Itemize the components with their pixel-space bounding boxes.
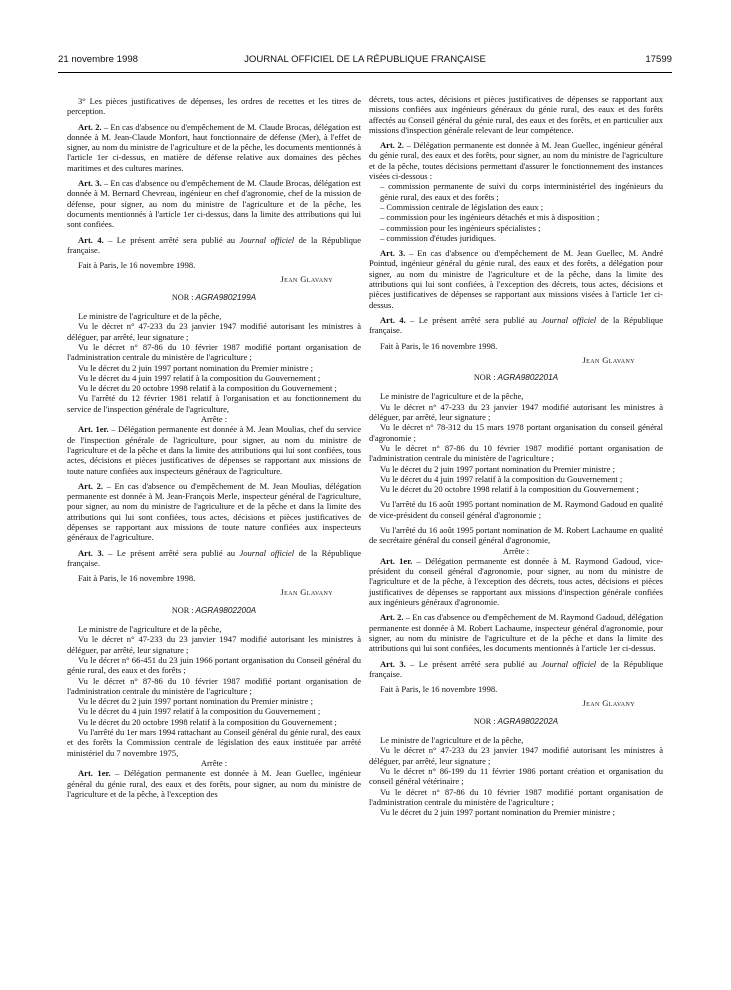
article-paragraph	[67, 424, 361, 475]
article-paragraph	[369, 556, 663, 607]
article-number: Art. 1er.	[78, 424, 109, 435]
article-text: de la République française.	[369, 658, 663, 679]
list-item: – commission permanente de suivi du corps interministériel des ingénieurs du génie rural, des eaux et des forêts ;	[380, 181, 663, 202]
right-column	[369, 94, 663, 817]
visa-line: Vu le décret du 4 juin 1997 relatif à la composition du Gouvernement ;	[78, 372, 321, 383]
visa-line: Vu le décret n° 66-451 du 23 juin 1966 portant organisation du Conseil général du génie rural, des eaux et des forêts ;	[67, 654, 361, 676]
article-number: Art. 3.	[78, 547, 104, 558]
page-number: 17599	[645, 54, 672, 65]
article-paragraph	[67, 481, 361, 543]
article-number: Art. 2.	[380, 140, 404, 151]
nor-prefix: NOR :	[171, 605, 196, 615]
fait-line: Fait à Paris, le 16 novembre 1998.	[78, 573, 196, 584]
nor-code: AGRA9802201A	[497, 373, 559, 383]
article-text: de la République française.	[67, 234, 361, 255]
journal-officiel-ref: Journal officiel	[239, 234, 295, 245]
nor-prefix: NOR :	[473, 373, 498, 383]
article-number: Art. 3.	[380, 658, 406, 669]
article-text: – En cas d'absence ou d'empêchement de M. Jean Guellec, M. André Pointud, ingénieur général du génie rural, des eaux et des forêts, a délégation pour signer, au nom du ministre de l'agriculture et de la pêche, dans la limite des attributions qui lui sont confiées, à l'exception des décrets, tous actes, décisions et pièces justificatives de dépenses se rapportant aux missions visées à l'article 1er ci-dessus.	[369, 248, 663, 310]
article-paragraph	[67, 768, 361, 799]
nor-prefix: NOR :	[171, 292, 196, 302]
article-number: Art. 3.	[78, 178, 102, 189]
visa-line: Vu le décret du 4 juin 1997 relatif à la composition du Gouvernement ;	[78, 706, 321, 717]
signature: Jean Glavany	[280, 587, 333, 598]
article-paragraph	[369, 659, 663, 680]
article-text: – En cas d'absence ou d'empêchement de M. Claude Brocas, délégation est donnée à M. Jean-Claude Monfort, haut fonctionnaire de défense (Mer), à l'effet de signer, au nom du ministre de l'agriculture et de la pêche, les documents mentionnés à l'article 1er ci-dessus, en matière de défense relative aux domaines des pêches maritimes et des cultures marines.	[67, 121, 361, 173]
article-text: – Le présent arrêté sera publié au	[103, 234, 240, 245]
arrete-heading: Arrête :	[200, 757, 228, 768]
visa-line: Vu l'arrêté du 1er mars 1994 rattachant au Conseil général du génie rural, des eaux et des forêts la Commission centrale de législation des eaux instituée par arrêté ministériel du 7 novembre 1975,	[67, 727, 361, 758]
arrete-heading: Arrête :	[502, 545, 530, 556]
paragraph: 3° Les pièces justificatives de dépenses, les ordres de recettes et les titres de perception.	[67, 96, 361, 117]
journal-title: JOURNAL OFFICIEL DE LA RÉPUBLIQUE FRANÇAISE	[244, 54, 486, 65]
article-text: – Délégation permanente est donnée à M. Jean Moulias, chef du service de l'inspection générale de l'agriculture, pour signer, au nom du ministre de l'agriculture et de la pêche et dans la limite des attributions qui lui sont confiées, tous actes, décisions et pièces justificatives de dépenses se rapportant aux missions de toute nature confiées aux inspecteurs généraux de l'agriculture.	[67, 424, 361, 476]
article-paragraph	[67, 178, 361, 229]
article-text: – Le présent arrêté sera publié au	[405, 314, 542, 325]
article-paragraph	[67, 122, 361, 173]
nor-reference	[67, 606, 361, 616]
nor-prefix: NOR :	[473, 716, 498, 726]
article-number: Art. 1er.	[78, 768, 111, 779]
visa-line: Vu le décret du 4 juin 1997 relatif à la composition du Gouvernement ;	[380, 473, 623, 484]
article-text: – Délégation permanente est donnée à M. Jean Guellec, ingénieur général du génie rural, des eaux et des forêts, pour signer, au nom du ministre de l'agriculture et de la pêche, toutes décisions permettant d'assurer le fonctionnement des instances visées ci-dessous :	[369, 140, 664, 182]
visa-line: Vu le décret du 2 juin 1997 portant nomination du Premier ministre ;	[78, 362, 313, 373]
visa-line: Vu le décret du 2 juin 1997 portant nomination du Premier ministre ;	[380, 463, 615, 474]
article-paragraph	[67, 235, 361, 256]
signature: Jean Glavany	[582, 698, 635, 709]
page-header	[58, 54, 672, 70]
signature: Jean Glavany	[582, 354, 635, 365]
article-text: – Le présent arrêté sera publié au	[405, 658, 542, 669]
article-paragraph	[369, 612, 663, 653]
visa-line: Le ministre de l'agriculture et de la pêche,	[380, 735, 524, 746]
article-text: – Le présent arrêté sera publié au	[103, 547, 240, 558]
list-item: – Commission centrale de législation des eaux ;	[380, 201, 544, 212]
visa-line: Vu le décret n° 87-86 du 10 février 1987 modifié portant organisation de l'administration centrale du ministère de l'agriculture ;	[67, 675, 361, 696]
arrete-heading: Arrête :	[200, 414, 228, 425]
article-text: – En cas d'absence ou d'empêchement de M. Raymond Gadoud, délégation permanente est donnée à M. Robert Lachaume, inspecteur général d'agronomie, pour signer, au nom du ministre de l'agriculture et de la pêche et dans la limite des attributions qui lui sont confiées, les documents mentionnés à l'article 1er ci-dessus.	[369, 612, 663, 654]
visa-line: Le ministre de l'agriculture et de la pêche,	[78, 311, 222, 322]
visa-line: Vu le décret n° 86-199 du 11 février 1986 portant création et organisation du conseil général vétérinaire ;	[369, 765, 663, 787]
nor-reference	[67, 293, 361, 303]
article-text: – Délégation permanente est donnée à M. Raymond Gadoud, vice-président du conseil général d'agronomie, pour signer, au nom du ministre de l'agriculture et de la pêche, à l'exception des décrets, tous actes, décisions et pièces justificatives de dépenses se rapportant aux missions d'inspection générale confiées aux ingénieurs généraux d'agronomie.	[369, 555, 663, 608]
visa-line: Vu l'arrêté du 16 août 1995 portant nomination de M. Raymond Gadoud en qualité de vice-président du conseil général d'agronomie ;	[369, 499, 663, 520]
journal-officiel-ref: Journal officiel	[541, 658, 597, 669]
article-text: – Délégation permanente est donnée à M. Jean Guellec, ingénieur général du génie rural, des eaux et des forêts, pour signer, au nom du ministre de l'agriculture et de la pêche, à l'exception des	[67, 768, 361, 799]
article-number: Art. 3.	[380, 248, 406, 259]
fait-line: Fait à Paris, le 16 novembre 1998.	[380, 684, 498, 695]
visa-line: Vu le décret n° 87-86 du 10 février 1987 modifié portant organisation de l'administration centrale du ministère de l'agriculture ;	[369, 442, 663, 464]
visa-line: Le ministre de l'agriculture et de la pêche,	[380, 391, 524, 402]
journal-officiel-ref: Journal officiel	[541, 314, 597, 325]
fait-line: Fait à Paris, le 16 novembre 1998.	[380, 340, 498, 351]
article-number: Art. 4.	[380, 314, 406, 325]
nor-reference	[369, 373, 663, 383]
visa-line: Vu l'arrêté du 12 février 1981 relatif à l'organisation et au fonctionnement du service de l'inspection générale de l'agriculture,	[67, 393, 361, 414]
list-item: – commission pour les ingénieurs spécialistes ;	[380, 222, 541, 233]
visa-line: Vu le décret du 20 octobre 1998 relatif à la composition du Gouvernement ;	[78, 716, 337, 727]
article-number: Art. 2.	[78, 121, 102, 132]
article-number: Art. 4.	[78, 234, 104, 245]
visa-line: Vu l'arrêté du 16 août 1995 portant nomination de M. Robert Lachaume en qualité de secrétaire général du conseil général d'agronomie,	[369, 524, 663, 546]
visa-line: Vu le décret du 2 juin 1997 portant nomination du Premier ministre ;	[380, 807, 615, 818]
visa-line: Vu le décret du 2 juin 1997 portant nomination du Premier ministre ;	[78, 696, 313, 707]
nor-reference	[369, 717, 663, 727]
signature: Jean Glavany	[280, 274, 333, 285]
article-text: de la République française.	[67, 547, 361, 568]
visa-line: Vu le décret n° 47-233 du 23 janvier 1947 modifié autorisant les ministres à déléguer, par arrêté, leur signature ;	[67, 321, 361, 342]
article-paragraph	[369, 315, 663, 336]
visa-line: Vu le décret du 20 octobre 1998 relatif à la composition du Gouvernement ;	[78, 383, 337, 394]
paragraph: décrets, tous actes, décisions et pièces justificatives de dépenses se rapportant aux missions confiées aux ingénieurs généraux du génie rural, des eaux et des forêts affectés au Conseil général du génie rural, des eaux et des forêts, et en particulier aux missions d'inspection générale relevant de leur compétence.	[369, 94, 663, 135]
header-rule	[58, 72, 672, 73]
article-paragraph	[67, 548, 361, 569]
visa-line: Vu le décret n° 87-86 du 10 février 1987 modifié portant organisation de l'administration centrale du ministère de l'agriculture ;	[369, 786, 663, 807]
nor-code: AGRA9802200A	[195, 605, 257, 615]
header-date: 21 novembre 1998	[58, 54, 139, 65]
visa-line: Vu le décret n° 47-233 du 23 janvier 1947 modifié autorisant les ministres à déléguer, par arrêté, leur signature ;	[369, 401, 663, 423]
nor-code: AGRA9802199A	[195, 292, 257, 302]
article-text: – En cas d'absence ou d'empêchement de M. Jean Moulias, délégation permanente est donnée à M. Jean-François Merle, inspecteur général de l'agriculture, pour signer, au nom du ministre de l'agriculture et de la pêche et dans la limite des attributions qui lui sont confiées, tous actes, décisions et pièces justificatives de dépenses se rapportant aux missions de toute nature confiées aux inspecteurs généraux de l'agriculture.	[67, 480, 362, 543]
visa-line: Vu le décret n° 87-86 du 10 février 1987 modifié portant organisation de l'administration centrale du ministère de l'agriculture ;	[67, 341, 361, 363]
article-text: – En cas d'absence ou d'empêchement de M. Claude Brocas, délégation est donnée à M. Bernard Chevreau, ingénieur en chef d'agronomie, chef de la mission de défense, pour signer, au nom du ministre de l'agriculture et de la pêche, les documents mentionnés à l'article 1er ci-dessus, dans la limite des attributions qui lui sont confiées.	[67, 178, 361, 230]
list-item: – commission d'études juridiques.	[380, 232, 496, 243]
fait-line: Fait à Paris, le 16 novembre 1998.	[78, 260, 196, 271]
article-number: Art. 2.	[380, 612, 404, 623]
nor-code: AGRA9802202A	[497, 716, 559, 726]
list-item: – commission pour les ingénieurs détachés et mis à disposition ;	[380, 212, 600, 223]
visa-line: Vu le décret du 20 octobre 1998 relatif à la composition du Gouvernement ;	[380, 484, 639, 495]
article-number: Art. 1er.	[380, 555, 413, 566]
visa-line: Vu le décret n° 47-233 du 23 janvier 1947 modifié autorisant les ministres à déléguer, par arrêté, leur signature ;	[67, 634, 361, 655]
journal-officiel-ref: Journal officiel	[239, 547, 295, 558]
visa-line: Vu le décret n° 78-312 du 15 mars 1978 portant organisation du conseil général d'agronomie ;	[369, 422, 663, 443]
visa-line: Le ministre de l'agriculture et de la pêche,	[78, 624, 222, 635]
visa-line: Vu le décret n° 47-233 du 23 janvier 1947 modifié autorisant les ministres à déléguer, par arrêté, leur signature ;	[369, 745, 663, 766]
left-column	[67, 96, 361, 799]
article-number: Art. 2.	[78, 480, 103, 491]
article-text: de la République française.	[369, 314, 663, 336]
article-paragraph	[369, 140, 663, 181]
article-paragraph	[369, 248, 663, 310]
